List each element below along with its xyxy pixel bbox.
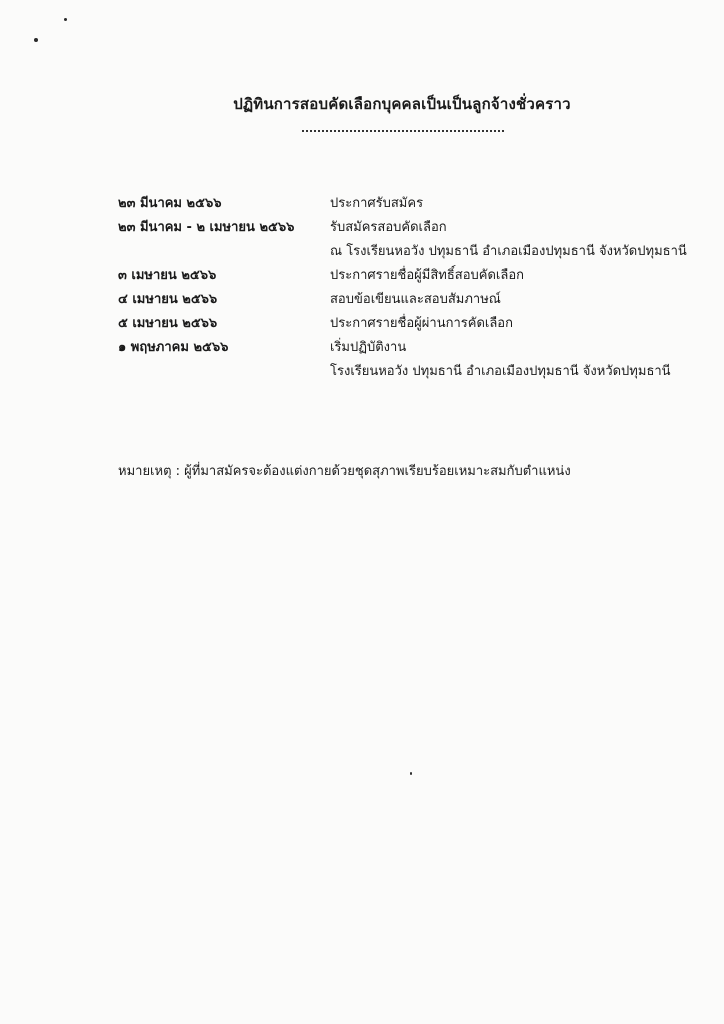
schedule-date: ๒๓ มีนาคม ๒๕๖๖	[118, 196, 222, 211]
schedule-description: ประกาศรับสมัคร	[330, 196, 424, 211]
schedule-date: ๔ เมษายน ๒๕๖๖	[118, 292, 218, 307]
schedule-row	[118, 312, 678, 336]
schedule-row	[118, 288, 678, 312]
schedule-row	[118, 240, 687, 264]
schedule-description: โรงเรียนหอวัง ปทุมธานี อำเภอเมืองปทุมธานี จังหวัดปทุมธานี	[330, 364, 671, 379]
schedule-date: ๕ เมษายน ๒๕๖๖	[118, 316, 218, 331]
note-text: หมายเหตุ : ผู้ที่มาสมัครจะต้องแต่งกายด้วยชุดสุภาพเรียบร้อยเหมาะสมกับตำแหน่ง	[118, 464, 571, 479]
schedule-description: ประกาศรายชื่อผู้ผ่านการคัดเลือก	[330, 316, 513, 331]
schedule-row	[118, 336, 678, 360]
scan-speck	[64, 18, 67, 21]
document-title: ปฏิทินการสอบคัดเลือกบุคคลเป็นเป็นลูกจ้างชั่วคราว	[233, 95, 571, 113]
schedule-list	[118, 192, 687, 384]
scan-speck	[410, 772, 412, 775]
schedule-date: ๑ พฤษภาคม ๒๕๖๖	[118, 340, 229, 355]
schedule-date: ๒๓ มีนาคม - ๒ เมษายน ๒๕๖๖	[118, 220, 295, 235]
schedule-row	[118, 192, 678, 216]
schedule-description: ณ โรงเรียนหอวัง ปทุมธานี อำเภอเมืองปทุมธานี จังหวัดปทุมธานี	[330, 244, 687, 259]
title-underline	[302, 130, 504, 132]
schedule-description: รับสมัครสอบคัดเลือก	[330, 220, 447, 235]
schedule-date: ๓ เมษายน ๒๕๖๖	[118, 268, 217, 283]
scan-speck	[34, 38, 38, 42]
schedule-row	[118, 216, 678, 240]
schedule-row	[118, 264, 678, 288]
schedule-description: ประกาศรายชื่อผู้มีสิทธิ์สอบคัดเลือก	[330, 268, 525, 283]
schedule-description: เริ่มปฏิบัติงาน	[330, 340, 407, 355]
schedule-row	[118, 360, 678, 384]
schedule-description: สอบข้อเขียนและสอบสัมภาษณ์	[330, 292, 501, 307]
